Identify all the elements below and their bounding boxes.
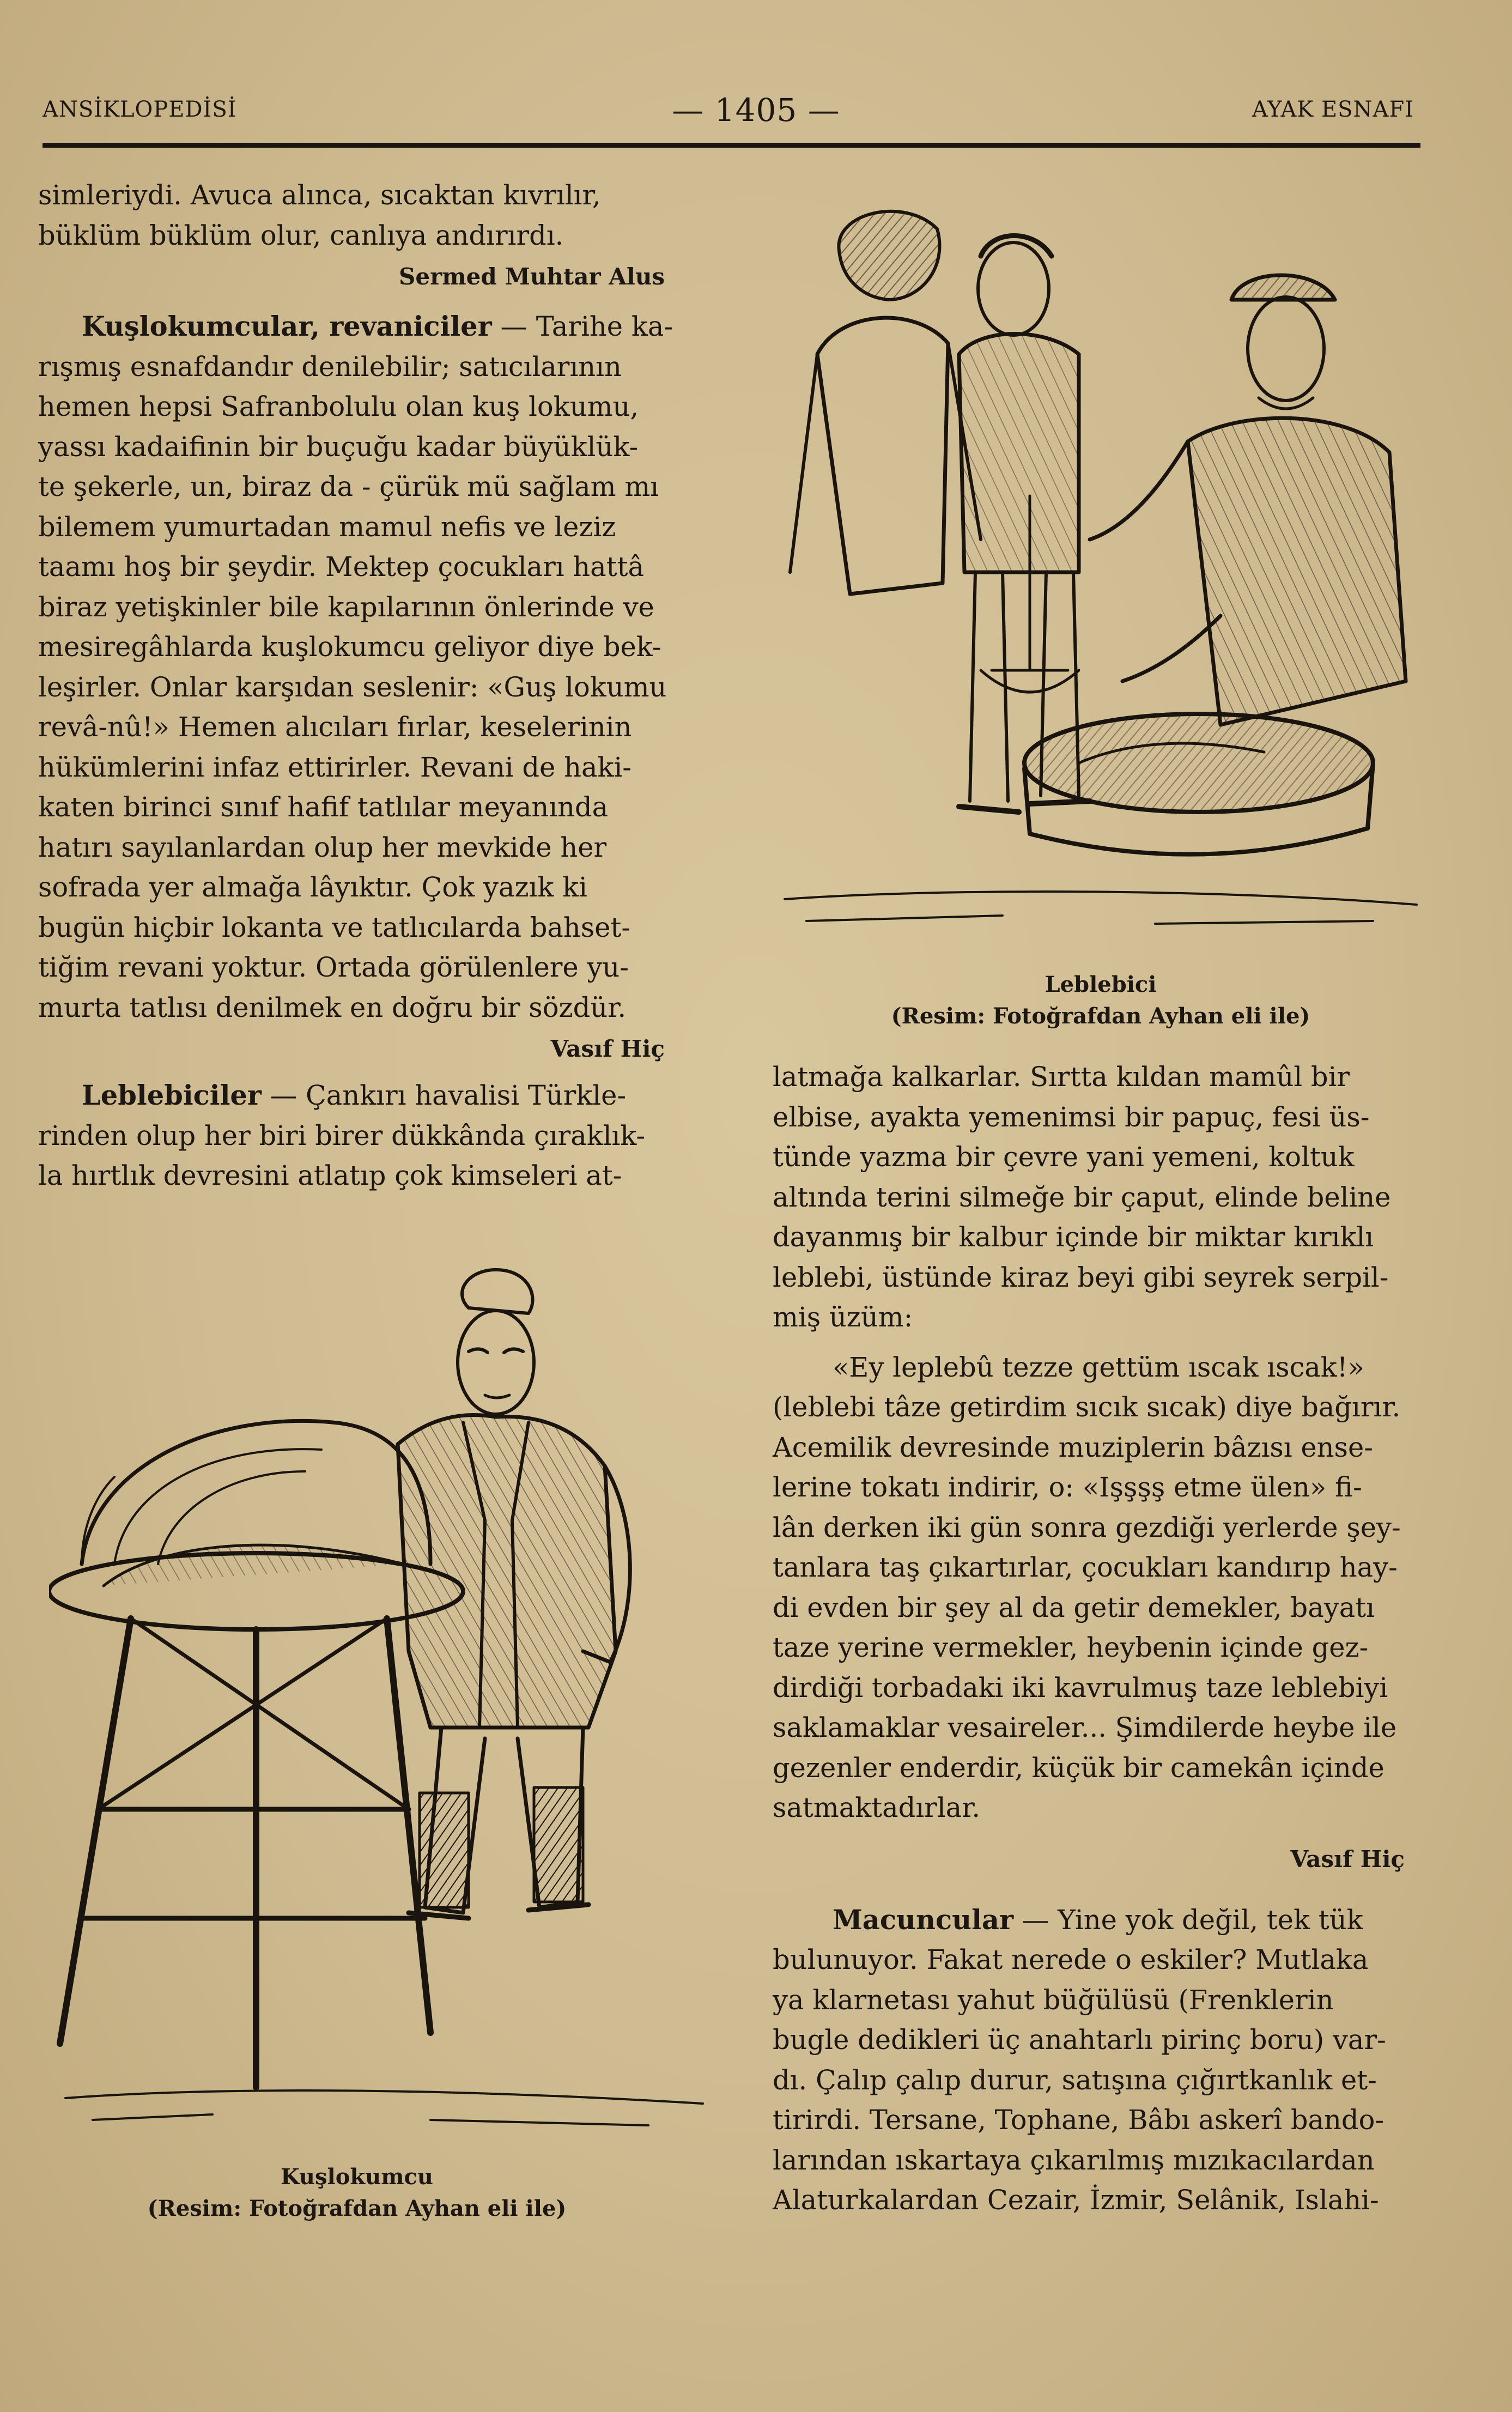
paragraph-line: Alaturkalardan Cezair, İzmir, Selânik, Islahi-: [773, 2184, 1379, 2216]
paragraph-line: altında terini silmeğe bir çaput, elinde beline: [773, 1181, 1391, 1213]
paragraph-line: te şekerle, un, biraz da - çürük mü sağlam mı: [38, 471, 659, 502]
right-column: [773, 1057, 1426, 2221]
paragraph-line: tanlara taş çıkartırlar, çocukları kandırıp hay-: [773, 1552, 1398, 1583]
paragraph-line: dirdiği torbadaki iki kavrulmuş taze leblebiyi: [773, 1671, 1388, 1704]
running-header-right: AYAK ESNAFI: [1252, 97, 1414, 122]
paragraph-line: satmaktadırlar.: [773, 1792, 981, 1823]
left-column: [38, 175, 687, 1196]
caption-credit: (Resim: Fotoğrafdan Ayhan eli ile): [891, 1003, 1310, 1029]
paragraph-line: revâ-nû!» Hemen alıcıları fırlar, keselerinin: [38, 711, 632, 743]
paragraph-line: hemen hepsi Safranbolulu olan kuş lokumu,: [38, 391, 639, 422]
paragraph-line: mesiregâhlarda kuşlokumcu geliyor diye bek-: [38, 631, 661, 663]
text-span: — Tarihe ka-: [500, 311, 673, 342]
paragraph-line: saklamaklar vesaireler... Şimdilerde heybe ile: [773, 1712, 1397, 1743]
leblebici-illustration: [774, 191, 1428, 948]
paragraph-line: hatırı sayılanlardan olup her mevkide her: [38, 831, 607, 863]
section-heading: Kuşlokumcular, revaniciler: [82, 311, 492, 342]
text-span: — Çankırı havalisi Türkle-: [270, 1080, 627, 1111]
section-heading: Macuncular: [833, 1904, 1014, 1936]
paragraph-line: katen birinci sınıf hafif tatlılar meyanında: [38, 791, 609, 823]
running-header-left: ANSİKLOPEDİSİ: [42, 97, 237, 122]
paragraph-line: bulunuyor. Fakat nerede o eskiler? Mutlaka: [773, 1944, 1369, 1975]
paragraph-line: bugle dedikleri üç anahtarlı pirinç boru) var-: [773, 2024, 1386, 2056]
paragraph-line: larından ıskartaya çıkarılmış mızıkacılardan: [773, 2144, 1375, 2176]
paragraph-line: miş üzüm:: [773, 1301, 913, 1333]
paragraph-line: dı. Çalıp çalıp durur, satışına çığırtkanlık et-: [773, 2064, 1377, 2096]
paragraph-line: Acemilik devresinde muziplerin bâzısı ense-: [773, 1431, 1373, 1463]
caption-credit: (Resim: Fotoğrafdan Ayhan eli ile): [147, 2196, 567, 2221]
paragraph-line: sofrada yer almağa lâyıktır. Çok yazık ki: [38, 871, 587, 903]
paragraph-line: (leblebi tâze getirdim sıcık sıcak) diye bağırır.: [773, 1391, 1401, 1423]
kuslokumcu-illustration: [49, 1237, 725, 2153]
right-figure-caption: [785, 969, 1417, 1032]
paragraph-line: [38, 307, 687, 347]
paragraph-line: taamı hoş bir şeydir. Mektep çocukları hattâ: [38, 551, 644, 583]
paragraph-line: dayanmış bir kalbur içinde bir miktar kırıklı: [773, 1221, 1374, 1253]
paragraph-line: di evden bir şey al da getir demekler, bayatı: [773, 1591, 1375, 1623]
paragraph-line: elbise, ayakta yemenimsi bir papuç, fesi üs-: [773, 1101, 1370, 1133]
paragraph-line: la hırtlık devresini atlatıp çok kimseleri at-: [38, 1160, 622, 1191]
paragraph-line: bugün hiçbir lokanta ve tatlıcılarda bahset-: [38, 911, 631, 943]
paragraph-line: lerine tokatı indirir, o: «Işşşş etme ülen» fi-: [773, 1471, 1362, 1503]
paragraph-line: biraz yetişkinler bile kapılarının önlerinde ve: [38, 591, 654, 623]
intro-line: büklüm büklüm olur, canlıya andırırdı.: [38, 219, 564, 251]
intro-line: simleriydi. Avuca alınca, sıcaktan kıvrılır,: [38, 179, 601, 211]
section-heading: Leblebiciler: [82, 1080, 262, 1111]
signature: Vasıf Hiç: [1290, 1845, 1405, 1872]
paragraph-line: rinden olup her biri birer dükkânda çıraklık-: [38, 1119, 646, 1152]
signature: Vasıf Hiç: [550, 1035, 665, 1062]
paragraph-line: yassı kadaifinin bir buçuğu kadar büyüklük-: [38, 431, 639, 463]
paragraph-line: hükümlerini infaz ettirirler. Revani de haki-: [38, 751, 632, 783]
paragraph-line: tirirdi. Tersane, Tophane, Bâbı askerî bando-: [773, 2104, 1385, 2136]
caption-title: Leblebici: [1045, 972, 1157, 997]
page-number: — 1405 —: [672, 92, 840, 129]
paragraph-line: [38, 1076, 687, 1116]
paragraph-line: leşirler. Onlar karşıdan seslenir: «Guş lokumu: [38, 671, 667, 703]
caption-title: Kuşlokumcu: [281, 2164, 433, 2190]
paragraph-line: lân derken iki gün sonra gezdiği yerlerde şey-: [773, 1511, 1401, 1543]
paragraph-line: [773, 1900, 1426, 1941]
paragraph-line: rışmış esnafdandır denilebilir; satıcılarının: [38, 350, 622, 383]
header-rule: [42, 143, 1420, 148]
left-figure-caption: [104, 2161, 610, 2225]
quote-line: «Ey leplebû tezze gettüm ıscak ıscak!»: [833, 1351, 1364, 1383]
paragraph-line: leblebi, üstünde kiraz beyi gibi seyrek serpil-: [773, 1261, 1389, 1293]
paragraph-line: tünde yazma bir çevre yani yemeni, koltuk: [773, 1141, 1355, 1173]
text-span: — Yine yok değil, tek tük: [1022, 1904, 1363, 1936]
paragraph-line: murta tatlısı denilmek en doğru bir sözdür.: [38, 991, 627, 1023]
signature: Sermed Muhtar Alus: [399, 263, 665, 290]
paragraph-line: taze yerine vermekler, heybenin içinde gez-: [773, 1632, 1369, 1663]
paragraph-line: latmağa kalkarlar. Sırtta kıldan mamûl bir: [773, 1061, 1350, 1093]
paragraph-line: tiğim revani yoktur. Ortada görülenlere yu-: [38, 952, 629, 983]
paragraph-line: ya klarnetası yahut büğülüsü (Frenklerin: [773, 1984, 1334, 2016]
paragraph-line: bilemem yumurtadan mamul nefis ve leziz: [38, 511, 616, 543]
paragraph-line: gezenler enderdir, küçük bir camekân içinde: [773, 1752, 1385, 1784]
